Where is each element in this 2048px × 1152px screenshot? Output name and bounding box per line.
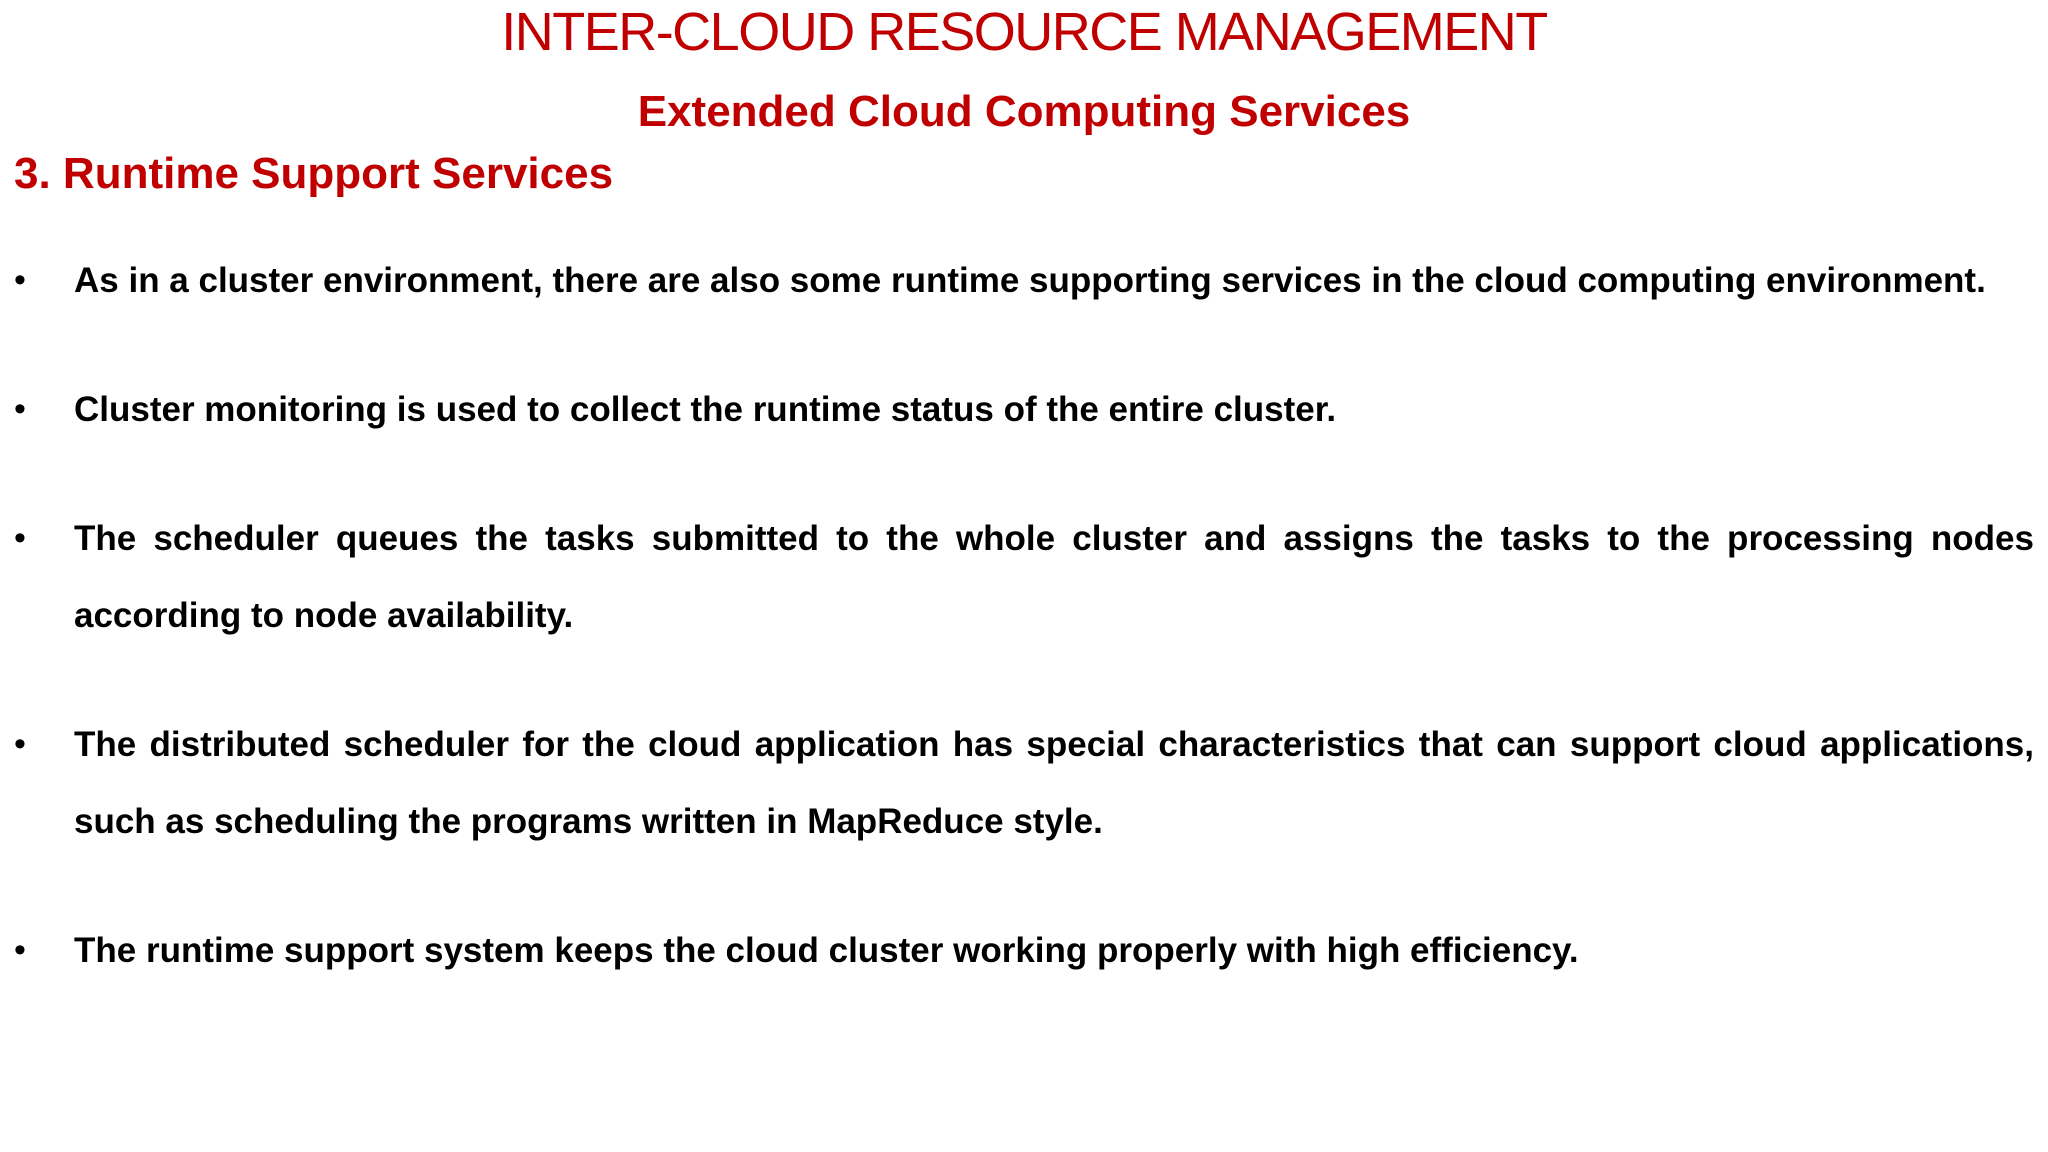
bullet-point-icon: •: [14, 261, 26, 299]
bullet-point-icon: •: [14, 519, 26, 557]
bullet-item: [0, 500, 2048, 654]
bullet-point-icon: •: [14, 931, 26, 969]
bullet-text: The distributed scheduler for the cloud application has special characteristics that can support cloud applications, such as scheduling the programs written in MapReduce style.: [74, 725, 2034, 841]
section-heading: 3. Runtime Support Services: [14, 149, 614, 198]
bullet-list: [0, 242, 2048, 1041]
bullet-text: As in a cluster environment, there are also some runtime supporting services in the cloud computing environment.: [74, 261, 1986, 300]
bullet-text: The scheduler queues the tasks submitted to the whole cluster and assigns the tasks to the processing nodes according to node availability.: [74, 519, 2034, 635]
slide-subtitle: Extended Cloud Computing Services: [637, 87, 1411, 136]
bullet-item: [0, 706, 2048, 860]
slide-title: INTER-CLOUD RESOURCE MANAGEMENT: [501, 2, 1547, 62]
bullet-item: [0, 371, 2048, 448]
bullet-text: Cluster monitoring is used to collect the runtime status of the entire cluster.: [74, 390, 1337, 429]
bullet-item: [0, 912, 2048, 989]
bullet-point-icon: •: [14, 725, 26, 763]
bullet-text: The runtime support system keeps the cloud cluster working properly with high efficiency.: [74, 931, 1579, 970]
bullet-point-icon: •: [14, 390, 26, 428]
bullet-item: [0, 242, 2048, 319]
